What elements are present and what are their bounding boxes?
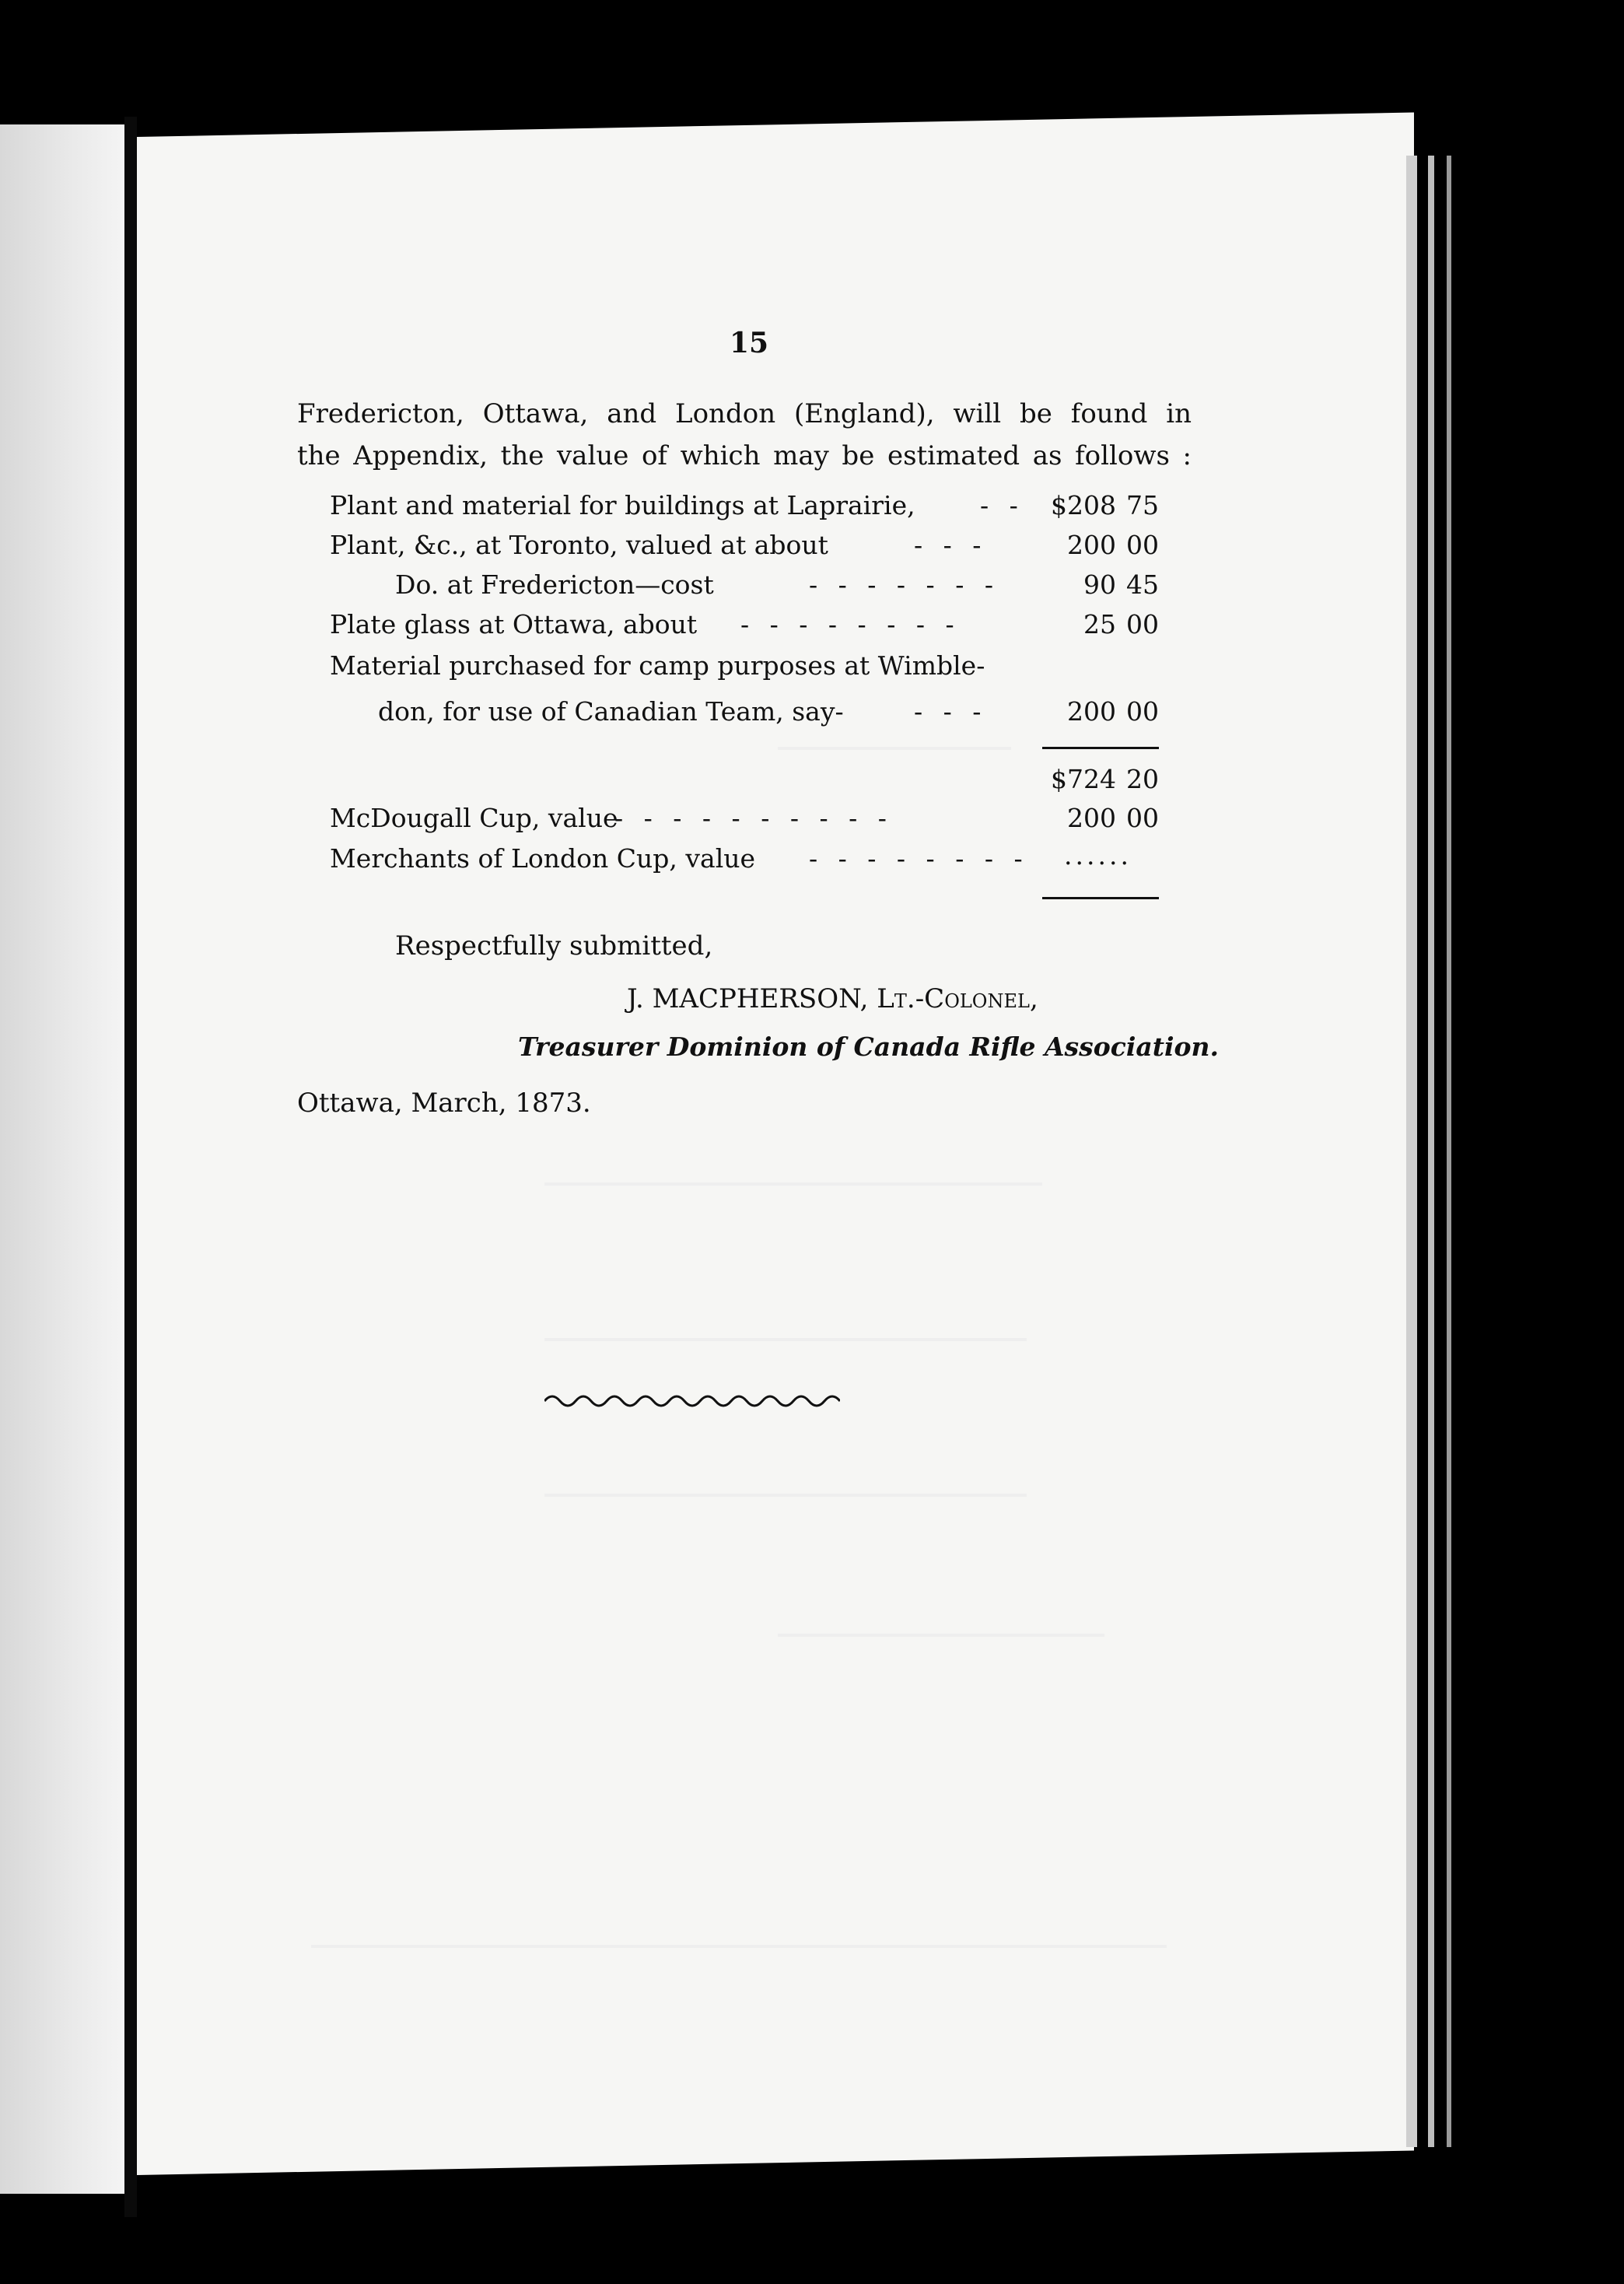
cup-label: Merchants of London Cup, value bbox=[330, 843, 756, 874]
signatory-title: Treasurer Dominion of Canada Rifle Association. bbox=[518, 1032, 1220, 1062]
amount-cents: 75 bbox=[1126, 490, 1159, 520]
item-label: don, for use of Canadian Team, say- bbox=[378, 696, 844, 727]
item-label: Plant and material for buildings at Laprairie, bbox=[330, 490, 915, 520]
leader-dashes: - - - - - - - - - - bbox=[614, 803, 893, 833]
total-rule bbox=[1042, 897, 1159, 899]
leader-dashes: - - - - - - - bbox=[809, 569, 999, 600]
subtotal-cents: 20 bbox=[1126, 764, 1159, 794]
place-date: Ottawa, March, 1873. bbox=[297, 1088, 591, 1119]
page-number: 15 bbox=[730, 327, 769, 359]
amount-dollars: $208 bbox=[1051, 490, 1116, 520]
leader-dashes: - - - bbox=[914, 696, 988, 727]
amount-cents: 00 bbox=[1126, 609, 1159, 639]
cup-dollars: 200 bbox=[1067, 803, 1116, 833]
leader-dashes: - - - - - - - - bbox=[740, 609, 961, 639]
intro-line-2: the Appendix, the value of which may be estimated as follows : bbox=[297, 440, 1192, 471]
leader-dashes: - - - - - - - - bbox=[809, 843, 1029, 874]
cup-value-dots: ...... bbox=[1064, 840, 1132, 871]
cup-label: McDougall Cup, value bbox=[330, 803, 618, 833]
leader-dashes: - - - bbox=[914, 530, 988, 560]
amount-dollars: 90 bbox=[1083, 569, 1116, 600]
subtotal-rule bbox=[1042, 747, 1159, 749]
cup-cents: 00 bbox=[1126, 803, 1159, 833]
item-label: Plant, &c., at Toronto, valued at about bbox=[330, 530, 828, 560]
amount-dollars: 200 bbox=[1067, 530, 1116, 560]
amount-cents: 00 bbox=[1126, 696, 1159, 727]
amount-cents: 00 bbox=[1126, 530, 1159, 560]
amount-cents: 45 bbox=[1126, 569, 1159, 600]
item-label: Plate glass at Ottawa, about bbox=[330, 609, 698, 639]
signatory-name: J. MACPHERSON, bbox=[627, 983, 869, 1014]
signatory-rank: Lt.-Colonel, bbox=[877, 983, 1038, 1014]
intro-line-1: Fredericton, Ottawa, and London (England), will be found in bbox=[297, 398, 1192, 429]
leader-dashes: - - bbox=[980, 490, 1024, 520]
item-label: Do. at Fredericton—cost bbox=[395, 569, 714, 600]
item-label: Material purchased for camp purposes at Wimble- bbox=[330, 650, 985, 681]
subtotal-dollars: $724 bbox=[1051, 764, 1116, 794]
closing-line: Respectfully submitted, bbox=[395, 930, 713, 962]
amount-dollars: 200 bbox=[1067, 696, 1116, 727]
wavy-separator bbox=[544, 1391, 840, 1411]
amount-dollars: 25 bbox=[1083, 609, 1116, 639]
signature-name bbox=[627, 983, 1038, 1014]
